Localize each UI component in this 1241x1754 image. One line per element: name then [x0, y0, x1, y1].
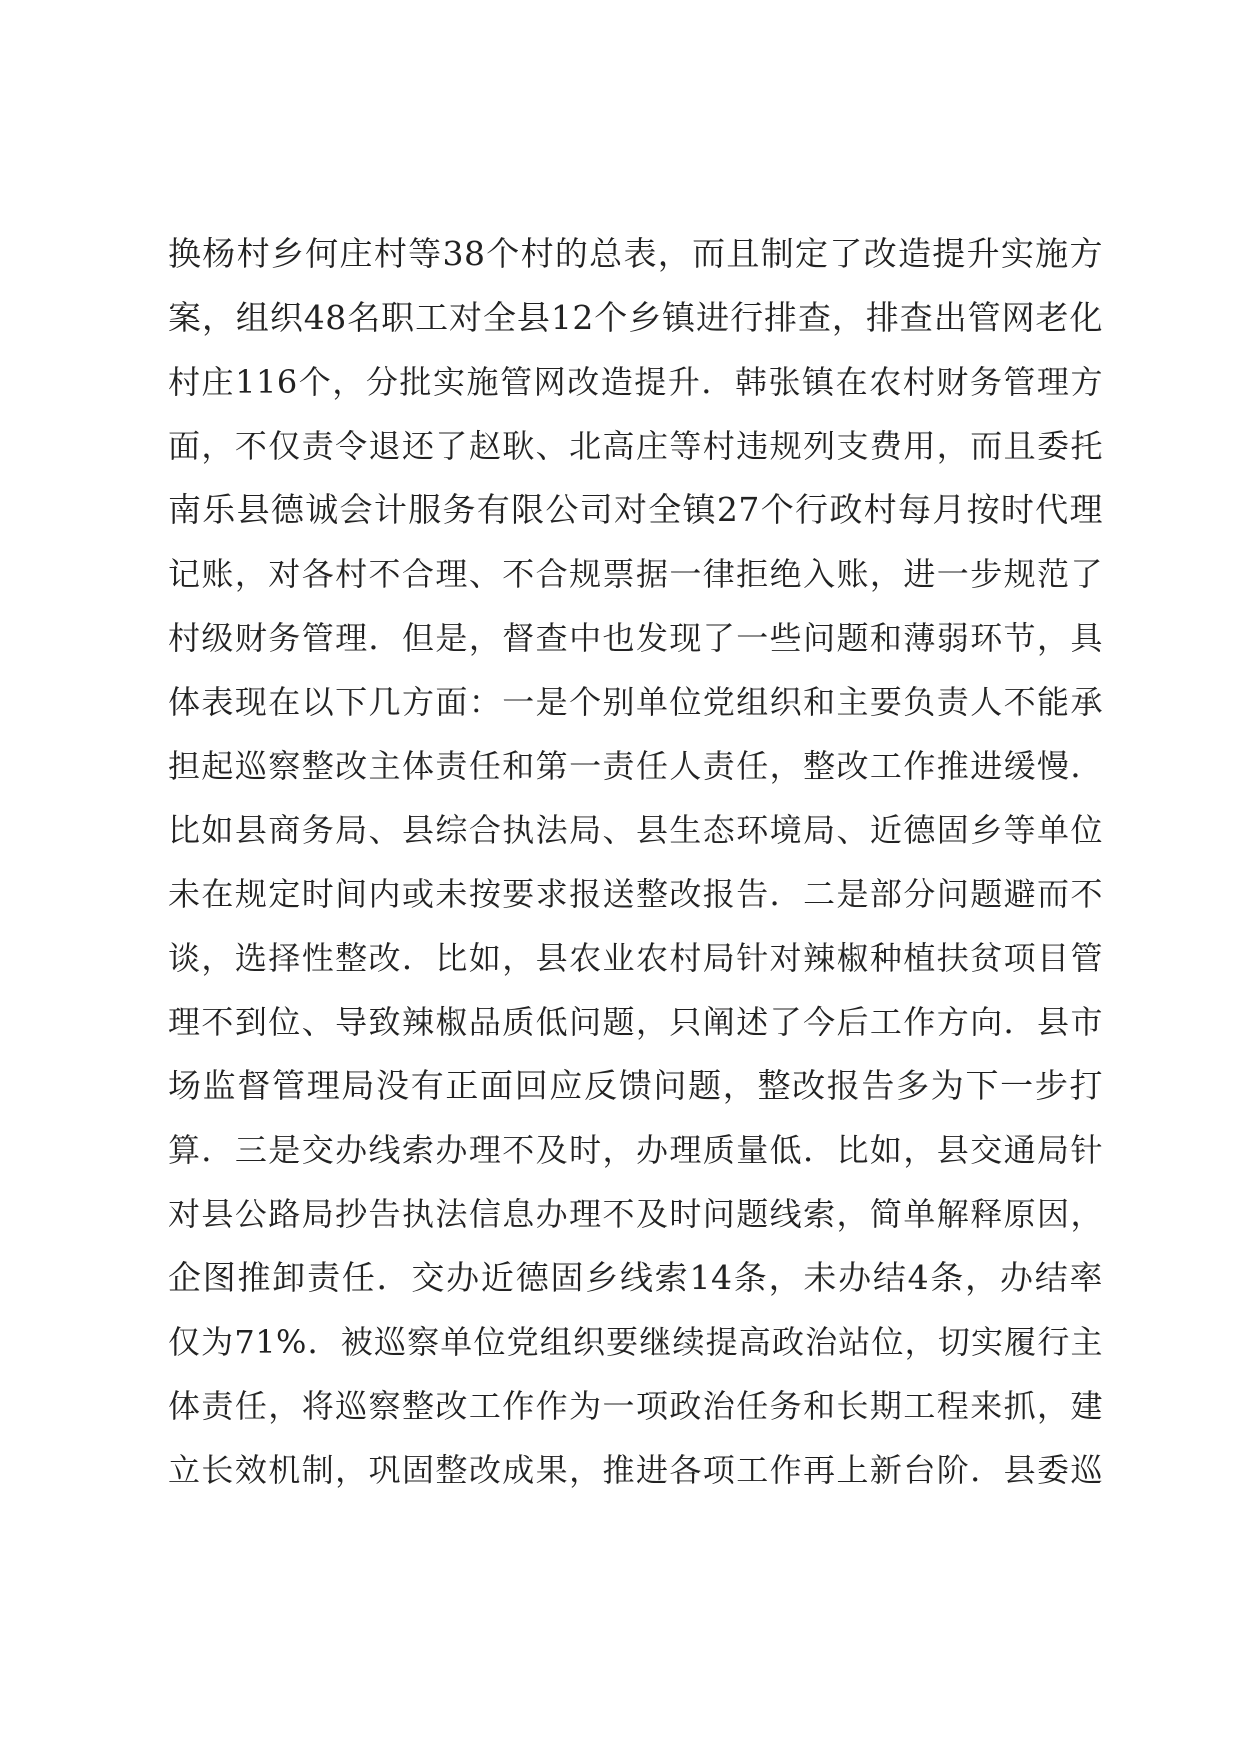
text-line: 记账，对各村不合理、不合规票据一律拒绝入账，进一步规范了	[168, 555, 1103, 593]
text-line: 企图推卸责任．交办近德固乡线索14条，未办结4条，办结率	[168, 1258, 1103, 1297]
text-line: 换杨村乡何庄村等38个村的总表，而且制定了改造提升实施方	[168, 234, 1103, 273]
body-paragraph	[168, 222, 1103, 1502]
text-line: 体责任，将巡察整改工作作为一项政治任务和长期工程来抓，建	[168, 1387, 1103, 1425]
text-line: 南乐县德诚会计服务有限公司对全镇27个行政村每月按时代理	[168, 490, 1103, 529]
text-line: 担起巡察整改主体责任和第一责任人责任，整改工作推进缓慢．	[168, 747, 1103, 785]
text-line: 理不到位、导致辣椒品质低问题，只阐述了今后工作方向．县市	[168, 1003, 1103, 1041]
text-line: 村庄116个，分批实施管网改造提升．韩张镇在农村财务管理方	[168, 363, 1103, 401]
text-line: 立长效机制，巩固整改成果，推进各项工作再上新台阶．县委巡	[168, 1451, 1103, 1489]
text-line: 村级财务管理．但是，督查中也发现了一些问题和薄弱环节，具	[168, 619, 1103, 657]
text-line: 比如县商务局、县综合执法局、县生态环境局、近德固乡等单位	[168, 811, 1103, 849]
text-line: 体表现在以下几方面：一是个别单位党组织和主要负责人不能承	[168, 683, 1103, 721]
text-line: 对县公路局抄告执法信息办理不及时问题线索，简单解释原因，	[168, 1195, 1103, 1233]
text-line: 未在规定时间内或未按要求报送整改报告．二是部分问题避而不	[168, 875, 1103, 913]
text-line: 算．三是交办线索办理不及时，办理质量低．比如，县交通局针	[168, 1131, 1103, 1169]
text-line: 谈，选择性整改．比如，县农业农村局针对辣椒种植扶贫项目管	[168, 939, 1103, 977]
text-line: 场监督管理局没有正面回应反馈问题，整改报告多为下一步打	[168, 1066, 1103, 1105]
text-line: 案，组织48名职工对全县12个乡镇进行排查，排查出管网老化	[168, 298, 1103, 337]
text-line: 面，不仅责令退还了赵耿、北高庄等村违规列支费用，而且委托	[168, 427, 1103, 465]
text-line: 仅为71%．被巡察单位党组织要继续提高政治站位，切实履行主	[168, 1323, 1103, 1361]
